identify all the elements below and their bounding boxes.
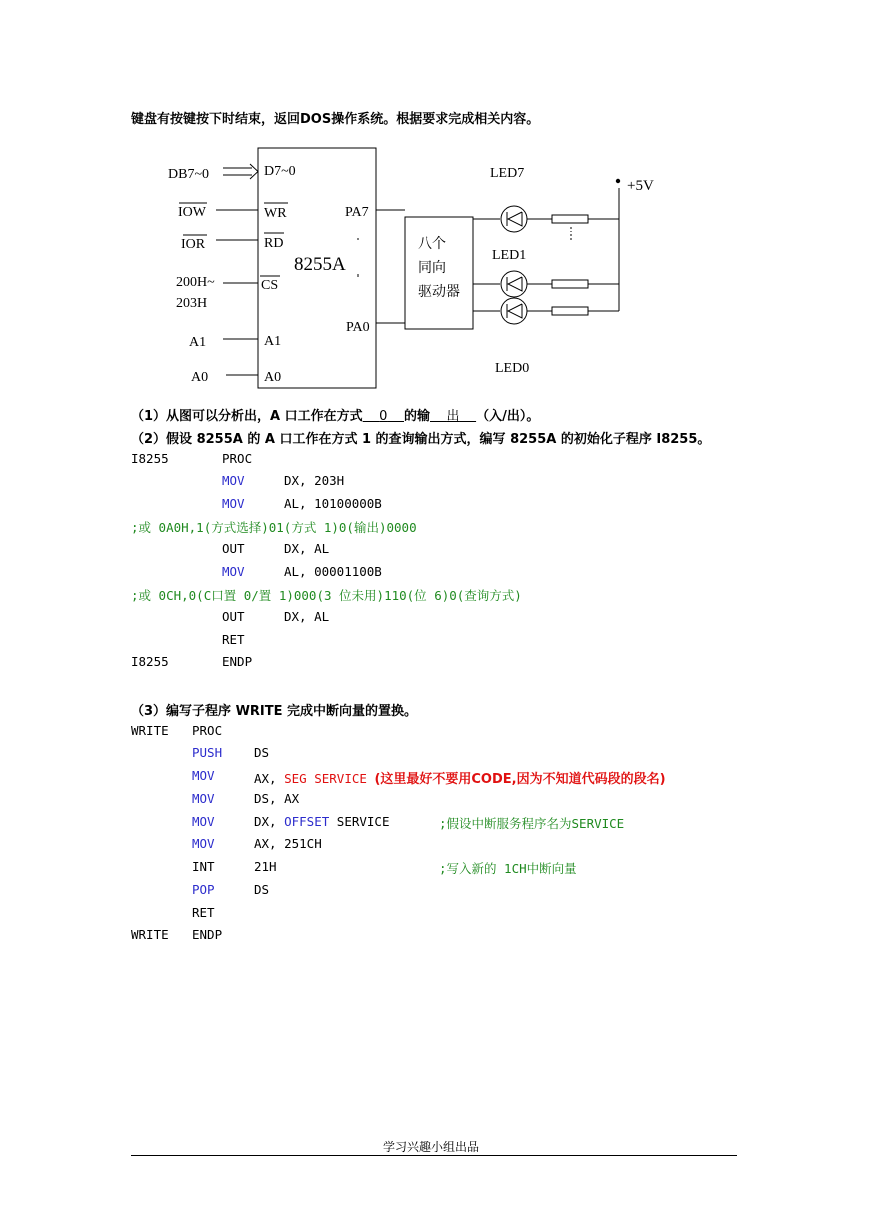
code-args: 21H: [254, 859, 277, 874]
q1-mode-answer: 0: [379, 409, 388, 424]
code-args: DS, AX: [254, 791, 300, 806]
code-op: PROC: [192, 723, 223, 738]
led7-label: LED7: [490, 166, 525, 181]
code-label: WRITE: [131, 927, 169, 942]
chip-wr-pin: WR: [264, 206, 287, 221]
code-op: MOV: [192, 814, 215, 829]
code-note: (这里最好不要用CODE,因为不知道代码段的段名): [374, 772, 666, 787]
chip-a1-pin: A1: [264, 334, 282, 349]
footer-text: 学习兴趣小组出品: [383, 1140, 480, 1154]
a0-label: A0: [191, 370, 209, 385]
chip-rd-pin: RD: [264, 236, 284, 251]
code-op: MOV: [222, 496, 245, 511]
code-args: DX, 203H: [284, 473, 345, 488]
addr-label-2: 203H: [176, 296, 208, 311]
code-label: WRITE: [131, 723, 169, 738]
addr-label-1: 200H~: [176, 275, 215, 290]
code-op: PROC: [222, 451, 253, 466]
pa0-label: PA0: [346, 320, 370, 335]
chip-a0-pin: A0: [264, 370, 282, 385]
code-comment: ;或 0CH,0(C口置 0/置 1)000(3 位未用)110(位 6)0(查询方式): [131, 588, 522, 603]
code-op: ENDP: [192, 927, 223, 942]
code-args: AL, 10100000B: [284, 496, 382, 511]
code-comment: ;写入新的 1CH中断向量: [439, 861, 577, 876]
offset-keyword: OFFSET: [284, 814, 330, 829]
code-op: RET: [192, 905, 215, 920]
code-op: INT: [192, 859, 215, 874]
code-label: I8255: [131, 451, 169, 466]
driver-label-3: 驱动器: [418, 284, 460, 300]
code-op: POP: [192, 882, 215, 897]
code-op: MOV: [222, 564, 245, 579]
driver-label-1: 八个: [418, 236, 446, 252]
circuit-diagram: [0, 0, 869, 400]
led1-label: LED1: [492, 248, 527, 263]
code-op: ENDP: [222, 654, 253, 669]
code-op: PUSH: [192, 745, 223, 760]
code-comment: ;或 0A0H,1(方式选择)01(方式 1)0(输出)0000: [131, 520, 417, 535]
code-op: MOV: [192, 768, 215, 783]
a1-label: A1: [189, 335, 207, 350]
iow-label: IOW: [178, 205, 206, 220]
question-3: （3）编写子程序 WRITE 完成中断向量的置换。: [131, 704, 418, 719]
code-op: RET: [222, 632, 245, 647]
pa7-label: PA7: [345, 205, 369, 220]
code-comment: ;假设中断服务程序名为SERVICE: [439, 816, 625, 831]
code-op: OUT: [222, 609, 245, 624]
vcc-label: +5V: [627, 178, 654, 194]
q1-direction-answer: 出: [446, 409, 460, 424]
question-2: （2）假设 8255A 的 A 口工作在方式 1 的查询输出方式，编写 8255A 的初始化子程序 I8255。: [131, 432, 711, 447]
code-args: DX, AL: [284, 609, 330, 624]
chip-name: 8255A: [294, 254, 346, 275]
code-op: MOV: [192, 791, 215, 806]
question-1: （1）从图可以分析出，A 口工作在方式 0 的输 出 （入/出）。: [131, 409, 540, 424]
code-args: DX, AL: [284, 541, 330, 556]
led0-label: LED0: [495, 361, 530, 376]
code-args: AL, 00001100B: [284, 564, 382, 579]
code-op: MOV: [192, 836, 215, 851]
ior-label: IOR: [181, 237, 206, 252]
code-args: DX, OFFSET SERVICE: [254, 814, 390, 829]
db-label: DB7~0: [168, 167, 210, 182]
code-args: DS: [254, 882, 270, 897]
chip-cs-pin: CS: [261, 278, 279, 293]
code-op: OUT: [222, 541, 245, 556]
chip-d-pin: D7~0: [264, 164, 296, 179]
code-args: DS: [254, 745, 270, 760]
code-label: I8255: [131, 654, 169, 669]
code-args: AX, 251CH: [254, 836, 322, 851]
code-op: MOV: [222, 473, 245, 488]
driver-label-2: 同向: [418, 260, 446, 276]
footer-rule: [131, 1155, 737, 1156]
intro-text: 键盘有按键按下时结束，返回DOS操作系统。根据要求完成相关内容。: [131, 112, 540, 127]
seg-keyword: SEG SERVICE: [284, 771, 367, 786]
code-args: AX, SEG SERVICE (这里最好不要用CODE,因为不知道代码段的段名): [254, 771, 666, 787]
